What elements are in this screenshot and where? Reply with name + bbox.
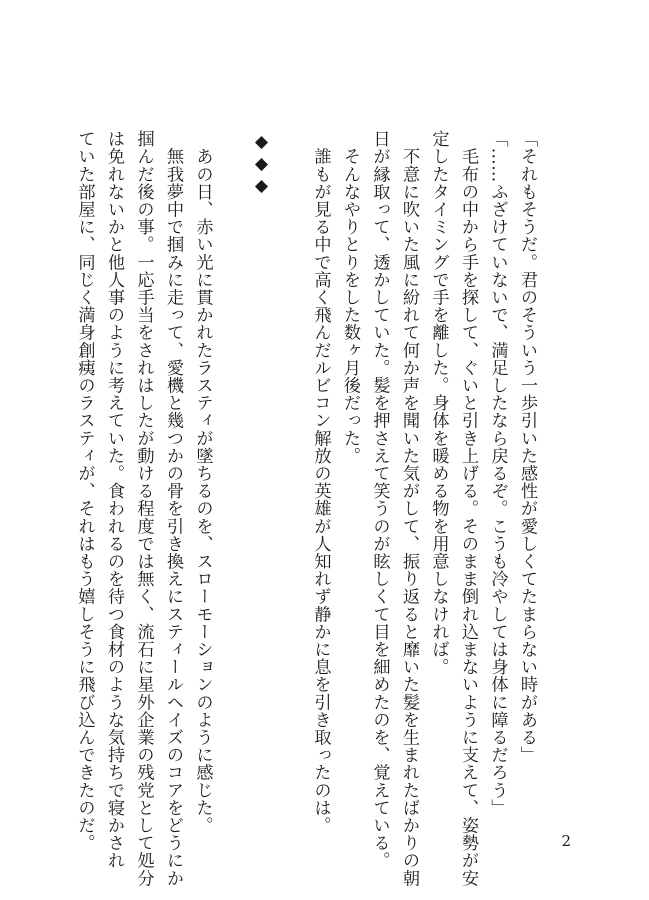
text-line: 不意に吹いた風に紛れて何か声を聞いた気がして、振り返ると靡いた髪を生まれたばかりの朝 xyxy=(399,130,419,887)
text-line: 「……ふざけていないで、満足したなら戻るぞ。こうも冷やしては身体に障るだろう」 xyxy=(487,130,508,817)
text-line: ていた部屋に、同じく満身創痍のラスティが、それはもう嬉しそうに飛び込んできたのだ。 xyxy=(74,130,95,852)
text-line: 掴んだ後の事。一応手当をされはしたが動ける程度では無く、流石に星外企業の残党として処分 xyxy=(133,130,154,887)
page-number: 2 xyxy=(561,832,571,850)
section-break-diamonds: ◆◆◆ xyxy=(251,132,272,198)
text-line: 無我夢中で掴みに走って、愛機と幾つかの骨を引き換えにスティールヘイズのコアをどうにか xyxy=(163,130,183,887)
text-line: あの日、赤い光に貫かれたラスティが墜ちるのを、スローモーションのように感じた。 xyxy=(192,130,213,834)
blank-line xyxy=(217,130,247,810)
text-line: そんなやりとりをした数ヶ月後だった。 xyxy=(340,130,360,465)
text-line: 定したタイミングで手を離した。身体を暖める物を用意しなければ。 xyxy=(428,130,449,676)
text-line: 日が縁取って、透かしていた。髪を押さえて笑うのが眩しくて目を細めたのを、覚えている。 xyxy=(369,130,390,870)
text-line: 毛布の中から手を探して、ぐいと引き上げる。そのまま倒れ込まないように支えて、姿勢が安 xyxy=(458,130,478,887)
vertical-text-body xyxy=(69,130,541,887)
text-line: は免れないかと他人事のように考えていた。食われるのを待つ食材のような気持ちで寝かされ xyxy=(104,130,124,870)
text-line: 「それもそうだ。君のそういう一歩引いた感性が愛しくてたまらない時がある」 xyxy=(517,130,537,764)
blank-line xyxy=(276,130,306,810)
text-line: 誰もが見る中で高く飛んだルビコン解放の英雄が人知れず静かに息を引き取ったのは。 xyxy=(310,130,331,834)
